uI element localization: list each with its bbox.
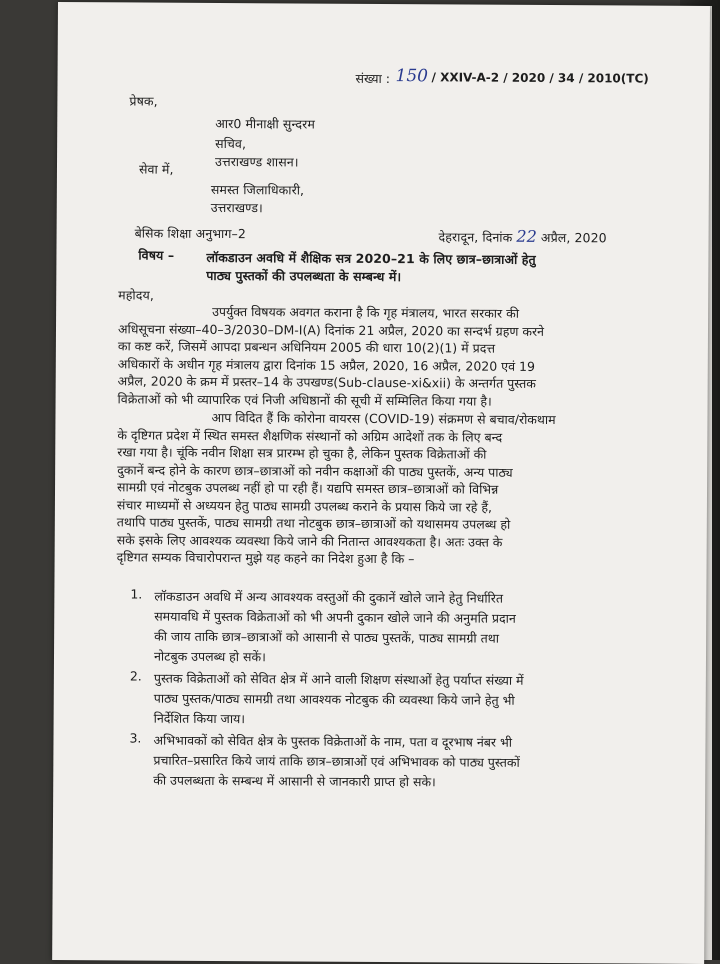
- list-item-text: [153, 731, 520, 793]
- paragraph-2-line: तथापि पाठ्य पुस्तकें, पाठ्य सामग्री तथा नोटबुक छात्र–छात्राओं को यथासमय उपलब्ध हो: [116, 514, 511, 532]
- date-day-handwritten: 22: [516, 226, 538, 246]
- recipient-line1: समस्त जिलाधिकारी,: [210, 181, 305, 198]
- sender-name: आर0 मीनाक्षी सुन्दरम: [215, 115, 316, 132]
- list-item-number: 2.: [129, 668, 142, 684]
- list-item-line: पुस्तक विक्रेताओं को सेवित क्षेत्र में आने वाली शिक्षण संस्थाओं हेतु पर्याप्त संख्या में: [153, 670, 524, 688]
- list-item-1: [130, 586, 640, 669]
- list-item-line: अभिभावकों को सेवित क्षेत्र के पुस्तक विक्रेताओं के नाम, पता व दूरभाष नंबर भी: [153, 732, 513, 750]
- paragraph-2-line: रखा गया है। चूंकि नवीन शिक्षा सत्र प्रारम्भ हो चुका है, लेकिन पुस्तक विक्रेताओं की: [117, 444, 487, 462]
- subject-label: विषय –: [138, 247, 175, 263]
- paragraph-2-line: के दृष्टिगत प्रदेश में स्थित समस्त शैक्षणिक संस्थानों को अग्रिम आदेशों तक के लिए बन्द: [117, 426, 503, 445]
- list-item-line: लॉकडाउन अवधि में अन्य आवश्यक वस्तुओं की दुकानें खोले जाने हेतु निर्धारित: [154, 588, 504, 606]
- paragraph-2-line: संचार माध्यमों से अध्ययन हेतु पाठ्य सामग्री उपलब्ध कराने के प्रयास किये जा रहे हैं,: [116, 496, 493, 515]
- list-item-line: निर्देशित किया जाय।: [153, 710, 246, 727]
- reference-code: / XXIV-A-2 / 2020 / 34 / 2010(TC): [431, 70, 649, 86]
- section-name: बेसिक शिक्षा अनुभाग–2: [134, 225, 247, 242]
- sender-designation: सचिव,: [215, 135, 247, 152]
- list-item-number: 1.: [130, 586, 143, 602]
- sender-label: प्रेषक,: [129, 93, 158, 109]
- paragraph-1-line: अप्रैल, 2020 के क्रम में प्रस्तर–14 के उपखण्ड(Sub-clause-xi&xii) के अन्तर्गत पुस्तक: [117, 373, 536, 391]
- list-item-3: [129, 730, 639, 793]
- recipient-line2: उत्तराखण्ड।: [210, 199, 263, 216]
- list-item-2: [130, 668, 640, 731]
- paragraph-2-line: आप विदित हैं कि कोरोना वायरस (COVID-19) संक्रमण से बचाव/रोकथाम: [211, 409, 556, 428]
- paragraph-2-line: दृष्टिगत सम्यक विचारोपरान्त मुझे यह कहने का निदेश हुआ है कि –: [116, 549, 415, 567]
- date-rest: अप्रैल, 2020: [540, 229, 607, 246]
- letter-page: [52, 2, 710, 964]
- paragraph-2: [117, 408, 648, 569]
- recipient-label: सेवा में,: [138, 161, 174, 177]
- paragraph-1-line: विक्रेताओं को भी व्यापारिक एवं निजी अधिष्ठानों की सूची में सम्मिलित किया गया है।: [117, 390, 492, 409]
- subject-line2: पाठ्य पुस्तकों की उपलब्धता के सम्बन्ध में।: [206, 267, 402, 285]
- reference-label: संख्या :: [355, 70, 391, 87]
- list-item-text: [154, 669, 524, 731]
- list-item-number: 3.: [129, 730, 142, 746]
- list-item-line: प्रचारित–प्रसारित किये जायं ताकि छात्र–छात्राओं एवं अभिभावक को पाठ्य पुस्तकों: [153, 752, 520, 770]
- paragraph-2-line: सके इसके लिए आवश्यक व्यवस्था किये जाने की नितान्त आवश्यकता है। अतः उक्त के: [116, 531, 503, 550]
- salutation: महोदय,: [118, 287, 154, 303]
- date-line: [439, 226, 607, 246]
- list-item-text: [154, 587, 516, 669]
- date-prefix: देहरादून, दिनांक: [438, 229, 513, 245]
- paragraph-2-line: दुकानें बन्द होने के कारण छात्र–छात्राओं को नवीन कक्षाओं की पाठ्य पुस्तकें, अन्य पाठ्य: [117, 461, 513, 480]
- paragraph-1: [118, 302, 649, 410]
- list-item-line: की जाय ताकि छात्र–छात्राओं को आसानी से पाठ्य पुस्तकें, पाठ्य सामग्री तथा: [154, 628, 500, 646]
- paragraph-1-line: अधिसूचना संख्या–40–3/2030–DM-I(A) दिनांक 21 अप्रैल, 2020 का सन्दर्भ ग्रहण करने: [117, 320, 545, 339]
- reference-number-handwritten: 150: [395, 66, 429, 87]
- paragraph-1-line: अधिकारों के अधीन गृह मंत्रालय द्वारा दिनांक 15 अप्रैल, 2020, 16 अप्रैल, 2020 एवं 19: [117, 355, 535, 374]
- subject-line1: लॉकडाउन अवधि में शैक्षिक सत्र 2020–21 के लिए छात्र–छात्राओं हेतु: [206, 249, 536, 267]
- paragraph-1-line: उपर्युक्त विषयक अवगत कराना है कि गृह मंत्रालय, भारत सरकार की: [212, 303, 520, 321]
- paragraph-1-line: का कष्ट करें, जिसमें आपदा प्रबन्धन अधिनियम 2005 की धारा 10(2)(1) में प्रदत्त: [117, 338, 496, 356]
- paragraph-2-line: सामग्री एवं नोटबुक उपलब्ध नहीं हो पा रही हैं। यद्यपि समस्त छात्र–छात्राओं को विभिन्न: [116, 479, 499, 497]
- list-item-line: पाठ्य पुस्तक/पाठ्य सामग्री तथा आवश्यक नोटबुक की व्यवस्था किये जाने हेतु भी: [153, 690, 515, 708]
- list-item-line: की उपलब्धता के सम्बन्ध में आसानी से जानकारी प्राप्त हो सके।: [153, 772, 436, 790]
- list-item-line: समयावधि में पुस्तक विक्रेताओं को भी अपनी दुकान खोले जाने की अनुमति प्रदान: [154, 608, 516, 626]
- sender-office: उत्तराखण्ड शासन।: [214, 153, 299, 170]
- list-item-line: नोटबुक उपलब्ध हो सकें।: [153, 648, 266, 665]
